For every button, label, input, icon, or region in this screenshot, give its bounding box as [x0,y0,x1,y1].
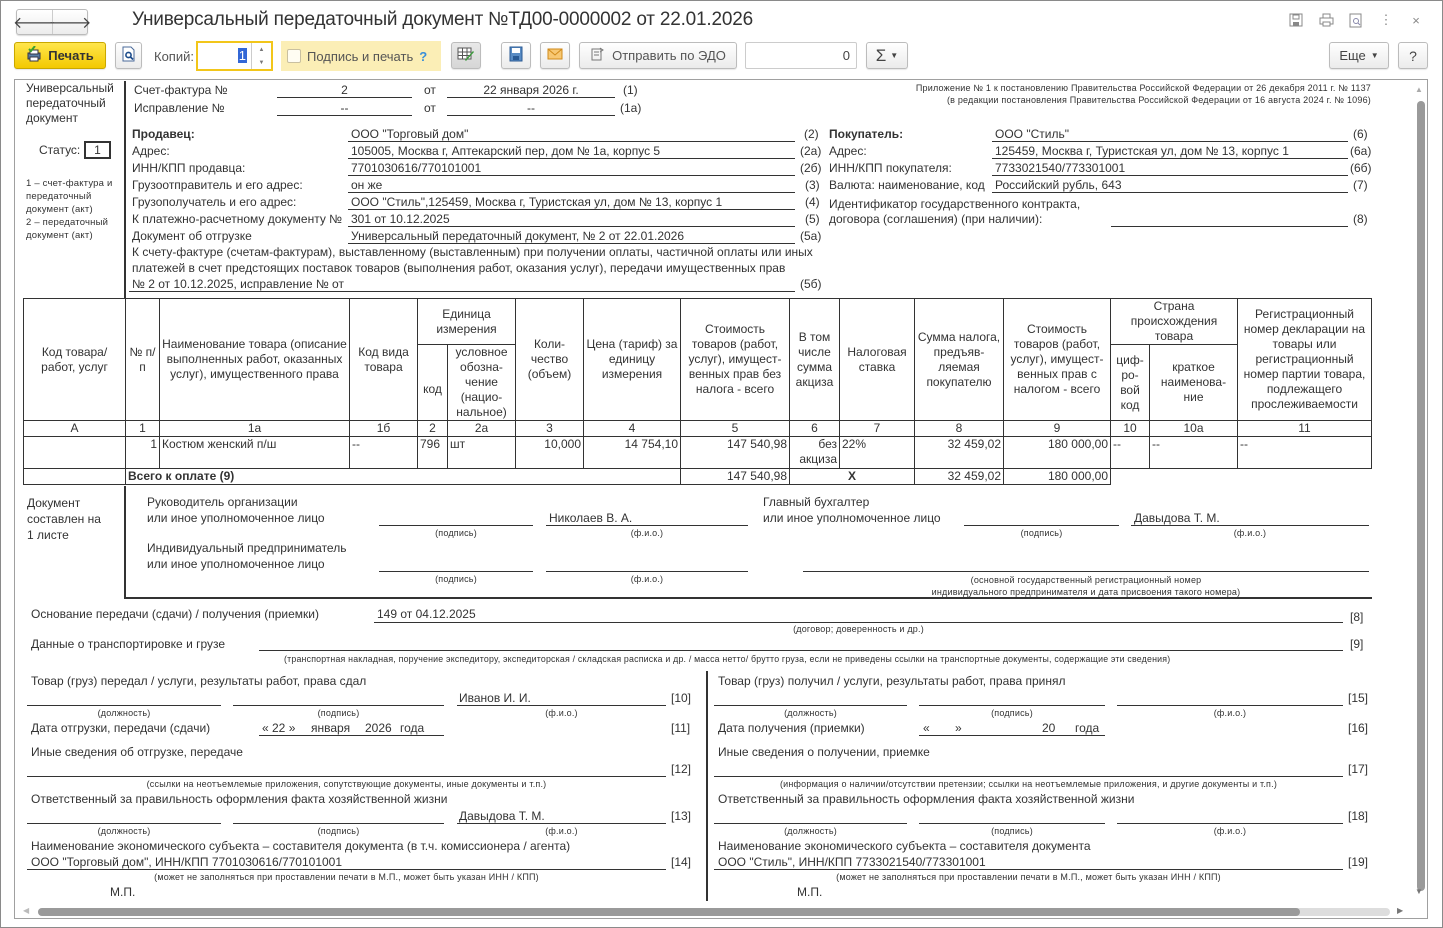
ogrnip-caption: (основной государственный регистрационный номер индивидуального предпринимателя и дата присвоения такого номера) [931,575,1241,597]
sheets-note: Документ составлен на 1 листе [27,496,101,542]
col-number: 2а [448,421,516,437]
head-label-1: Руководитель организации [147,495,298,509]
print-icon[interactable] [1318,12,1334,28]
currency-label: Валюта: наименование, код [829,178,985,192]
horizontal-scrollbar[interactable] [38,908,1300,916]
buyer-entity-label: Наименование экономического субъекта – составителя документа [718,839,1091,853]
head-label-2: или иное уполномоченное лицо [147,511,325,525]
goods-table [23,298,1372,485]
buyer-address-code: (6а) [1350,144,1372,158]
buyer-resp-code: [18] [1348,809,1369,823]
preview-icon[interactable] [1348,12,1364,28]
advance-text-2: платежей в счет предстоящих поставок товаров (выполнения работ, оказания услуг), передачи имущественных прав [132,261,786,275]
copies-input[interactable] [196,41,273,71]
caption-signature: (подпись) [991,708,1033,718]
seller-resp-code: [13] [671,809,692,823]
handed-name: Иванов И. И. [459,691,531,705]
transport-caption: (транспортная накладная, поручение экспедитору, экспедиторская / складская расписка и др. / масса нетто/ брутто груза, если не приведены ссылки на транспортные документы, содержащие эти сведения) [284,654,1171,664]
cell-price: 14 754,10 [584,437,681,469]
seller-title: Продавец: [132,127,195,141]
col-number: 10а [1150,421,1238,437]
caption-fio: (ф.и.о.) [1233,528,1267,538]
chevron-down-icon: ▼ [890,51,899,60]
payment-doc-value: 301 от 10.12.2025 [351,212,450,226]
sum-field[interactable]: 0 [745,42,857,69]
buyer-title: Покупатель: [829,127,904,141]
buyer-inn-label: ИНН/КПП покупателя: [829,161,952,175]
sigma-icon: Σ [875,45,887,65]
caption-signature: (подпись) [435,528,477,538]
seller-address-label: Адрес: [132,144,170,158]
caption-fio: (ф.и.о.) [630,528,664,538]
caption-signature: (подпись) [991,826,1033,836]
buyer-inn-code: (6б) [1350,161,1372,175]
th-qty: Коли-чество (объем) [516,299,584,421]
arrow-right-icon: 🡒 [48,14,92,32]
caption-fio: (ф.и.о.) [1213,708,1247,718]
received-code: [15] [1348,691,1369,705]
basis-caption: (договор; доверенность и др.) [793,624,924,634]
cell-qty: 10,000 [516,437,584,469]
basis-label: Основание передачи (сдачи) / получения (приемки) [31,607,319,621]
cell-code [24,437,126,469]
buyer-name-code: (6) [1353,127,1368,141]
buyer-entity-code: [19] [1348,855,1369,869]
advance-text-1: К счету-фактуре (счетам-фактурам), выставленному (выставленным) при получении оплаты, частичной оплаты или иных [132,245,813,259]
ship-date-label: Дата отгрузки, передачи (сдачи) [31,721,211,735]
sign-and-print-checkbox[interactable] [287,49,301,63]
total-label: Всего к оплате (9) [126,469,681,485]
table-header-row [24,299,1372,345]
window-title: Универсальный передаточный документ №ТД00-0000002 от 22.01.2026 [132,9,753,30]
other-shipment-label: Иные сведения об отгрузке, передаче [31,745,243,759]
ip-label-2: или иное уполномоченное лицо [147,557,325,571]
contract-code: (8) [1353,212,1368,226]
sum-button[interactable] [866,42,908,69]
invoice-from-label: от [424,83,436,97]
copies-spinner[interactable] [251,43,271,69]
back-button[interactable] [13,10,56,34]
th-tax: Сумма налога, предъяв-ляемая покупателю [915,299,1004,421]
spin-up-icon[interactable]: ▲ [258,46,265,53]
head-name: Николаев В. А. [549,511,633,525]
th-rate: Налоговая ставка [840,299,915,421]
cell-kind: -- [350,437,418,469]
cell-name: Костюм женский п/ш [160,437,350,469]
seller-resp-name: Давыдова Т. М. [459,809,545,823]
col-number: 9 [1004,421,1111,437]
th-cost-no-tax: Стоимость товаров (работ, услуг), имущест-венных прав без налога - всего [681,299,790,421]
status-legend: 1 – счет-фактура и передаточный документ (акт) 2 – передаточный документ (акт) [26,178,113,241]
status-value: 1 [84,141,111,159]
ship-date-suffix: года [400,721,425,735]
col-number: 10 [1111,421,1150,437]
cell-country-name: -- [1150,437,1238,469]
th-unit-name: условное обозна-чение (нацио-нальное) [448,345,516,421]
invoice-date: 22 января 2026 г. [483,83,579,97]
more-vertical-icon[interactable]: ⋮ [1379,12,1393,27]
seller-resp-label: Ответственный за правильность оформления факта хозяйственной жизни [31,792,448,806]
status-label: Статус: [39,143,81,157]
total-tax: 32 459,02 [915,469,1004,485]
navigation-buttons [13,9,92,35]
envelope-icon [547,48,563,63]
chevron-down-icon: ▼ [1370,51,1379,60]
th-price: Цена (тариф) за единицу измерения [584,299,681,421]
th-code: Код товара/ работ, услуг [24,299,126,421]
send-edo-button[interactable]: Отправить по ЭДО [579,42,737,69]
transport-label: Данные о транспортировке и грузе [31,637,226,651]
column-numbers-row [24,421,1372,437]
caption-position: (должность) [97,826,151,836]
total-cost-with-tax: 180 000,00 [1004,469,1111,485]
seller-name-code: (2) [804,127,819,141]
consignee-label: Грузополучатель и его адрес: [132,195,297,209]
ship-date-year: 2026 [365,721,392,735]
save-button[interactable] [501,42,531,69]
caption-fio: (ф.и.о.) [630,574,664,584]
caption-position: (должность) [97,708,151,718]
scroll-down-icon[interactable]: ▼ [1415,887,1423,896]
buyer-inn: 7733021540/773301001 [995,161,1126,175]
contract-label-1: Идентификатор государственного контракта, [829,197,1081,211]
ship-date-code: [11] [671,721,691,735]
caption-fio: (ф.и.о.) [1213,826,1247,836]
col-number: 1б [350,421,418,437]
caption-signature: (подпись) [435,574,477,584]
floppy-disk-icon [509,46,523,65]
th-country-code: циф-ро-вой код [1111,345,1150,421]
recv-date-year: 20 [1042,721,1056,735]
left-divider [124,81,126,298]
transport-code: [9] [1350,637,1364,651]
th-country-name: краткое наименова-ние [1150,345,1238,421]
send-document-icon [590,47,604,64]
recv-date-close: » [955,721,962,735]
th-unit-code: код [418,345,448,421]
cell-num: 1 [126,437,160,469]
print-button[interactable]: Печать [14,42,106,69]
caption-signature: (подпись) [317,826,360,836]
seller-entity-label: Наименование экономического субъекта – составителя документа (в т.ч. комиссионера / агента) [31,839,571,853]
edit-table-button[interactable] [451,42,481,69]
col-number: 6 [790,421,840,437]
arrow-left-icon: 🡐 [13,14,56,32]
col-number: 1 [126,421,160,437]
more-button[interactable]: Еще ▼ [1329,42,1389,69]
help-button[interactable]: ? [1398,42,1428,69]
seller-inn-code: (2б) [800,161,822,175]
table-row[interactable] [24,437,1372,469]
received-label: Товар (груз) получил / услуги, результаты работ, права принял [718,674,1066,688]
th-cost-with-tax: Стоимость товаров (работ, услуг), имущест-венных прав с налогом - всего [1004,299,1111,421]
accountant-name: Давыдова Т. М. [1134,511,1220,525]
caption-fio: (ф.и.о.) [545,826,578,836]
caption-position: (должность) [784,826,837,836]
cell-country-code: -- [1111,437,1150,469]
shipper-value: он же [351,178,383,192]
cell-cost-with-tax: 180 000,00 [1004,437,1111,469]
consignee-code: (4) [805,195,820,209]
total-cost-no-tax: 147 540,98 [681,469,790,485]
payment-doc-code: (5) [805,212,820,226]
preview-icon [122,46,136,65]
email-button[interactable] [540,42,570,69]
appendix-note: Приложение № 1 к постановлению Правительства Российской Федерации от 26 декабря 2011 г. № 1137 (в редакции постановления Правительства Российской Федерации от 16 августа 2024 г. № 1096) [915,83,1371,105]
th-excise: В том числе сумма акциза [790,299,840,421]
correction-date: -- [527,101,535,115]
th-unit: Единица измерения [418,299,516,345]
vertical-scrollbar[interactable] [1417,101,1425,891]
col-number: 11 [1238,421,1372,437]
shipment-doc-code: (5а) [800,229,822,243]
seller-entity-value: ООО "Торговый дом", ИНН/КПП 7701030616/770101001 [31,855,343,869]
basis-value: 149 от 04.12.2025 [377,607,476,621]
seller-address-code: (2а) [800,144,822,158]
head-signature-line [379,525,533,526]
payment-doc-label: К платежно-расчетному документу № [132,212,343,226]
currency-value: Российский рубль, 643 [995,178,1122,192]
sign-help-icon[interactable]: ? [419,48,428,64]
th-country: Страна происхождения товара [1111,299,1238,345]
correction-number: -- [340,101,349,115]
print-preview-button[interactable] [115,42,142,69]
recv-date-label: Дата получения (приемки) [718,721,865,735]
shipper-code: (3) [805,178,820,192]
total-row [24,469,1372,485]
table-edit-icon [457,46,475,65]
handed-label: Товар (груз) передал / услуги, результаты работ, права сдал [31,674,367,688]
caption-signature: (подпись) [317,708,360,718]
other-receipt-caption: (информация о наличии/отсутствии претензии; ссылки на неотъемлемые приложения, и другие документы и т.п.) [779,779,1278,789]
col-number: 4 [584,421,681,437]
recv-date-code: [16] [1348,721,1369,735]
th-name: Наименование товара (описание выполненных работ, оказанных услуг), имущественного права [160,299,350,421]
total-excise-rate: Х [790,469,915,485]
correction-code: (1а) [620,101,642,115]
signature-divider [124,486,126,598]
th-kind: Код вида товара [350,299,418,421]
cell-decl: -- [1238,437,1372,469]
seller-stamp: М.П. [110,885,136,899]
other-shipment-code: [12] [671,762,692,776]
invoice-number: 2 [341,83,348,97]
shipment-doc-value: Универсальный передаточный документ, № 2 от 22.01.2026 [351,229,685,243]
sides-divider [706,671,708,901]
invoice-code: (1) [623,83,638,97]
shipment-doc-label: Документ об отгрузке [132,229,252,243]
recv-date-open: « [923,721,930,735]
cell-cost-no-tax: 147 540,98 [681,437,790,469]
ip-label-1: Индивидуальный предприниматель [147,541,347,555]
col-number: 7 [840,421,915,437]
handed-code: [10] [671,691,692,705]
cell-tax: 32 459,02 [915,437,1004,469]
copies-label: Копий: [154,49,194,64]
basis-code: [8] [1350,610,1364,624]
seller-entity-code: [14] [671,855,692,869]
cell-unit-name: шт [448,437,516,469]
cell-unit-code: 796 [418,437,448,469]
close-icon[interactable]: × [1412,12,1420,28]
seller-inn-label: ИНН/КПП продавца: [132,161,246,175]
invoice-label: Счет-фактура № [134,83,228,97]
col-number: 5 [681,421,790,437]
currency-code: (7) [1353,178,1368,192]
printer-check-icon [26,46,42,65]
forward-button[interactable] [48,10,92,34]
th-decl: Регистрационный номер декларации на товары или регистрационный номер партии товара, подлежащего прослеживаемости [1238,299,1372,421]
caption-position: (должность) [784,708,837,718]
other-shipment-caption: (ссылки на неотъемлемые приложения, сопутствующие документы, иные документы и т.п.) [146,779,547,789]
other-receipt-code: [17] [1348,762,1369,776]
contract-label-2: договора (соглашения) (при наличии): [829,212,1043,226]
total-empty [24,469,126,485]
scroll-right-icon[interactable]: ▶ [1397,906,1404,915]
buyer-address: 125459, Москва г, Туристская ул, дом № 13, корпус 1 [995,144,1289,158]
col-number: 2 [418,421,448,437]
save-icon[interactable] [1288,12,1304,28]
col-number: 1а [160,421,350,437]
shipper-label: Грузоотправитель и его адрес: [132,178,303,192]
caption-signature: (подпись) [1020,528,1063,538]
other-receipt-label: Иные сведения о получении, приемке [718,745,930,759]
scroll-up-icon[interactable]: ▲ [1415,85,1423,94]
correction-from-label: от [424,101,436,115]
seller-entity-caption: (может не заполняться при проставлении печати в М.П., может быть указан ИНН / КПП) [154,872,539,882]
seller-name: ООО "Торговый дом" [351,127,469,141]
scroll-left-icon[interactable]: ◀ [23,906,30,915]
buyer-stamp: М.П. [797,885,823,899]
ship-date-month: января [311,721,351,735]
copies-value[interactable]: 1 [238,48,246,63]
sign-and-print-toggle[interactable]: Подпись и печать ? [281,41,441,71]
cell-rate: 22% [840,437,915,469]
accountant-label-2: или иное уполномоченное лицо [763,511,941,525]
th-num: № п/п [126,299,160,421]
total-empty-right [1111,469,1372,485]
caption-fio: (ф.и.о.) [545,708,578,718]
correction-label: Исправление № [134,101,225,115]
col-number: 3 [516,421,584,437]
seller-inn: 7701030616/770101001 [351,161,482,175]
accountant-label-1: Главный бухгалтер [763,495,870,509]
buyer-entity-caption: (может не заполняться при проставлении печати в М.П., может быть указан ИНН / КПП) [836,872,1221,882]
toolbar [1,41,1443,71]
doc-type: Универсальный передаточный документ [26,81,114,125]
advance-value: № 2 от 10.12.2025, исправление № от [132,277,344,291]
col-number: 8 [915,421,1004,437]
ship-date-day: « 22 » [262,721,296,735]
spin-down-icon[interactable]: ▼ [258,59,265,66]
buyer-name: ООО "Стиль" [995,127,1069,141]
col-number: А [24,421,126,437]
consignee-value: ООО "Стиль",125459, Москва г, Туристская ул, дом № 13, корпус 1 [351,195,723,209]
buyer-address-label: Адрес: [829,144,867,158]
seller-address: 105005, Москва г, Аптекарский пер, дом № 1а, корпус 5 [351,144,661,158]
buyer-resp-label: Ответственный за правильность оформления факта хозяйственной жизни [718,792,1135,806]
cell-excise: без акциза [790,437,840,469]
recv-date-suffix: года [1075,721,1100,735]
window-actions [1288,12,1424,28]
advance-code: (5б) [800,277,822,291]
buyer-entity-value: ООО "Стиль", ИНН/КПП 7733021540/773301001 [718,855,986,869]
